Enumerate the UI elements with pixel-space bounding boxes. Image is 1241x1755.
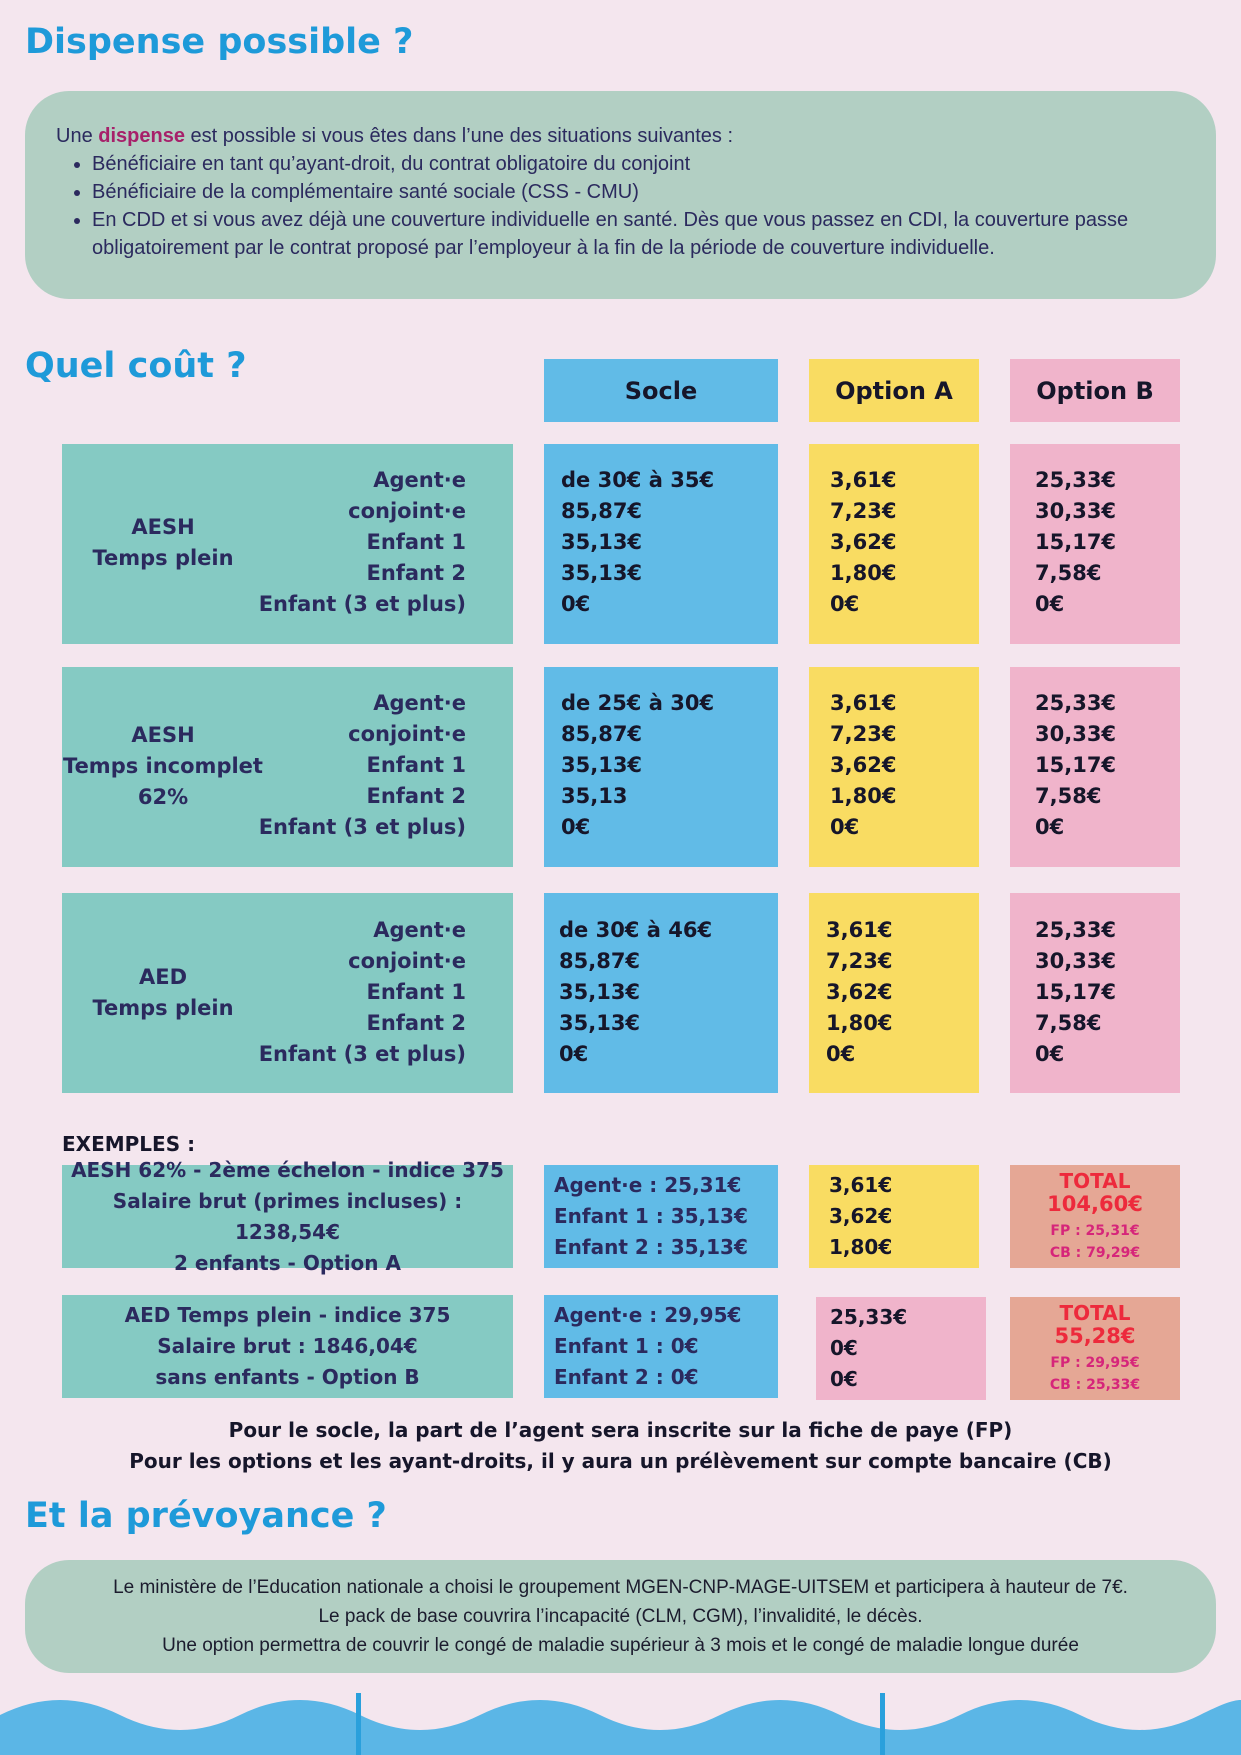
value: 35,13€ <box>561 753 643 777</box>
value: 3,62€ <box>829 1204 893 1228</box>
prevoyance-line: Le pack de base couvrira l’incapacité (CLM, CGM), l’invalidité, le décès. <box>318 1606 923 1627</box>
value: 7,23€ <box>830 499 897 523</box>
socle-values <box>561 465 714 620</box>
example-socle <box>544 1295 778 1398</box>
column-header-option-a: Option A <box>809 359 979 422</box>
list-item: • Bénéficiaire de la complémentaire santé sociale (CSS - CMU) <box>92 178 1196 206</box>
category-label <box>62 720 264 813</box>
value: 7,58€ <box>1035 784 1102 808</box>
dispense-list <box>56 150 1196 262</box>
value: Enfant 1 : 0€ <box>554 1334 699 1358</box>
value: 30,33€ <box>1035 499 1117 523</box>
column-header-option-b: Option B <box>1010 359 1180 422</box>
value: 0€ <box>1035 592 1065 616</box>
value: 25,33€ <box>1035 468 1117 492</box>
value: Agent·e : 25,31€ <box>554 1173 742 1197</box>
total-fp: FP : 25,31€ <box>1050 1222 1140 1239</box>
value: 25,33€ <box>1035 918 1117 942</box>
value: 7,58€ <box>1035 1011 1102 1035</box>
value: Enfant 1 : 35,13€ <box>554 1204 748 1228</box>
intro-text-before: Une <box>56 125 99 147</box>
row-label: Enfant (3 et plus) <box>258 592 466 616</box>
value: 3,62€ <box>830 753 897 777</box>
dispense-title: Dispense possible ? <box>25 22 414 62</box>
category-line: AESH <box>131 515 195 539</box>
value: 7,23€ <box>830 722 897 746</box>
value: 0€ <box>1035 1042 1065 1066</box>
category-line: AESH <box>131 723 195 747</box>
list-item: • En CDD et si vous avez déjà une couverture individuelle en santé. Dès que vous passez en CDI, la couverture passe obligatoirement par le contrat proposé par l’employeur à la fin de la période de couverture individuelle. <box>92 206 1196 262</box>
value: 15,17€ <box>1035 530 1117 554</box>
example-option <box>809 1165 979 1268</box>
list-item: • Bénéficiaire en tant qu’ayant-droit, du contrat obligatoire du conjoint <box>92 150 1196 178</box>
prevoyance-line: Une option permettra de couvrir le congé de maladie supérieur à 3 mois et le congé de maladie longue durée <box>162 1635 1079 1656</box>
value: 0€ <box>826 1042 856 1066</box>
row-label: Enfant 1 <box>366 980 466 1004</box>
row-labels <box>246 915 466 1070</box>
note-options: Pour les options et les ayant-droits, il y aura un prélèvement sur compte bancaire (CB) <box>129 1449 1112 1473</box>
footer-wave-decoration <box>0 1690 1241 1755</box>
value: 0€ <box>830 1336 858 1360</box>
value: 30,33€ <box>1035 949 1117 973</box>
value: 3,62€ <box>830 530 897 554</box>
category-line: Temps plein <box>92 546 234 570</box>
value: de 25€ à 30€ <box>561 691 715 715</box>
value: 3,61€ <box>826 918 893 942</box>
option-b-values <box>1035 915 1116 1070</box>
category-line: Temps plein <box>92 996 234 1020</box>
value: 0€ <box>830 815 860 839</box>
value: 1,80€ <box>830 784 897 808</box>
row-label: Enfant 2 <box>366 784 466 808</box>
row-labels <box>246 465 466 620</box>
total-value: 55,28€ <box>1054 1323 1136 1348</box>
total-fp: FP : 29,95€ <box>1050 1354 1140 1371</box>
value: 35,13€ <box>559 1011 641 1035</box>
value: 1,80€ <box>830 561 897 585</box>
example-socle <box>544 1165 778 1268</box>
total-cb: CB : 79,29€ <box>1049 1244 1141 1261</box>
option-b-values <box>1035 688 1116 843</box>
socle-values <box>561 688 714 843</box>
total-value: 104,60€ <box>1047 1191 1143 1216</box>
value: de 30€ à 35€ <box>561 468 715 492</box>
value: 85,87€ <box>559 949 641 973</box>
category-label <box>62 512 264 574</box>
value: 35,13€ <box>559 980 641 1004</box>
value: 0€ <box>561 592 591 616</box>
example-option <box>816 1297 986 1400</box>
value: 35,13 <box>561 784 628 808</box>
row-label: Enfant (3 et plus) <box>258 815 466 839</box>
value: 25,33€ <box>830 1305 908 1329</box>
value: 3,61€ <box>830 691 897 715</box>
value: 85,87€ <box>561 722 643 746</box>
example-line: sans enfants - Option B <box>155 1365 420 1389</box>
category-line: AED <box>138 965 188 989</box>
value: 3,61€ <box>829 1173 893 1197</box>
option-a-values <box>830 688 896 843</box>
category-label <box>62 962 264 1024</box>
value: 35,13€ <box>561 561 643 585</box>
row-label: conjoint·e <box>348 499 466 523</box>
value: 30,33€ <box>1035 722 1117 746</box>
value: de 30€ à 46€ <box>559 918 713 942</box>
row-label: conjoint·e <box>348 949 466 973</box>
value: 0€ <box>561 815 591 839</box>
value: 0€ <box>830 1367 858 1391</box>
value: 15,17€ <box>1035 980 1117 1004</box>
total-label: TOTAL <box>1059 1300 1131 1325</box>
value: 0€ <box>559 1042 589 1066</box>
value: 25,33€ <box>1035 691 1117 715</box>
intro-keyword: dispense <box>98 125 185 147</box>
value: Agent·e : 29,95€ <box>554 1303 742 1327</box>
intro-text-after: est possible si vous êtes dans l’une des situations suivantes : <box>184 125 734 147</box>
socle-values <box>559 915 712 1070</box>
category-line: Temps incomplet <box>63 754 263 778</box>
value: 35,13€ <box>561 530 643 554</box>
example-line: AED Temps plein - indice 375 <box>124 1303 451 1327</box>
value: 0€ <box>1035 815 1065 839</box>
row-label: conjoint·e <box>348 722 466 746</box>
row-labels <box>246 688 466 843</box>
exemples-label: EXEMPLES : <box>62 1132 196 1156</box>
value: 7,58€ <box>1035 561 1102 585</box>
example-line: 2 enfants - Option A <box>174 1250 401 1275</box>
row-label: Enfant (3 et plus) <box>258 1042 466 1066</box>
value: 7,23€ <box>826 949 893 973</box>
example-line: Salaire brut (primes incluses) : 1238,54€ <box>112 1188 463 1244</box>
option-b-values <box>1035 465 1116 620</box>
prevoyance-box <box>25 1560 1216 1673</box>
row-label: Agent·e <box>373 918 466 942</box>
column-header-socle: Socle <box>544 359 778 422</box>
dispense-intro <box>56 122 1196 150</box>
note-socle: Pour le socle, la part de l’agent sera inscrite sur la fiche de paye (FP) <box>228 1418 1013 1442</box>
cout-title: Quel coût ? <box>25 346 247 386</box>
prevoyance-line: Le ministère de l’Education nationale a choisi le groupement MGEN-CNP-MAGE-UITSEM et participera à hauteur de 7€. <box>113 1577 1128 1598</box>
prevoyance-content <box>113 1573 1128 1660</box>
row-label: Agent·e <box>373 691 466 715</box>
example-line: AESH 62% - 2ème échelon - indice 375 <box>71 1157 504 1182</box>
dispense-content <box>56 122 1196 262</box>
row-label: Enfant 1 <box>366 753 466 777</box>
row-label: Agent·e <box>373 468 466 492</box>
value: 1,80€ <box>826 1011 893 1035</box>
value: 3,62€ <box>826 980 893 1004</box>
value: 85,87€ <box>561 499 643 523</box>
total-label: TOTAL <box>1059 1168 1131 1193</box>
total-cb: CB : 25,33€ <box>1049 1376 1141 1393</box>
example-line: Salaire brut : 1846,04€ <box>157 1334 418 1358</box>
value: Enfant 2 : 0€ <box>554 1365 699 1389</box>
row-label: Enfant 2 <box>366 1011 466 1035</box>
example-total <box>1010 1297 1180 1400</box>
example-description <box>62 1157 513 1275</box>
prevoyance-title: Et la prévoyance ? <box>25 1496 387 1536</box>
value: 15,17€ <box>1035 753 1117 777</box>
value: 3,61€ <box>830 468 897 492</box>
value: Enfant 2 : 35,13€ <box>554 1235 748 1259</box>
dispense-box <box>25 91 1216 299</box>
value: 0€ <box>830 592 860 616</box>
row-label: Enfant 2 <box>366 561 466 585</box>
example-description <box>62 1295 513 1398</box>
option-a-values <box>830 465 896 620</box>
category-line: 62% <box>137 785 189 809</box>
row-label: Enfant 1 <box>366 530 466 554</box>
option-a-values <box>826 915 892 1070</box>
value: 1,80€ <box>829 1235 893 1259</box>
example-total <box>1010 1165 1180 1268</box>
